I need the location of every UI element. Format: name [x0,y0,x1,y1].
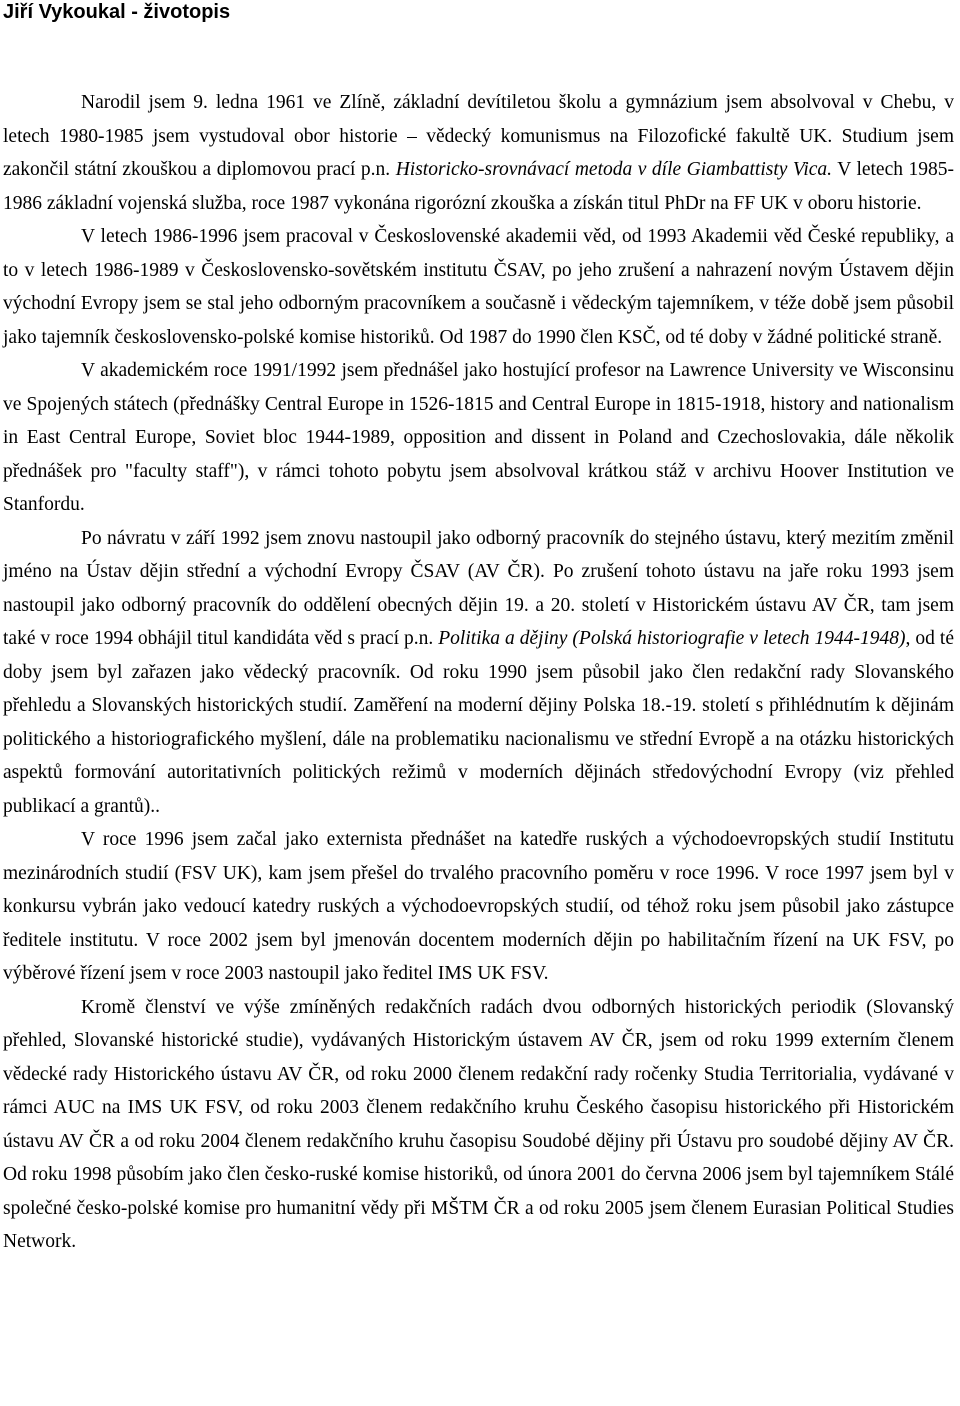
paragraph-text: V akademickém roce 1991/1992 jsem přednášel jako hostující profesor na Lawrence University ve Wisconsinu ve Spojených státech (přednášky Central Europe in 1526-1815 and Central Europe in 1815-1918, history and nationalism in East Central Europe, Soviet bloc 1944-1989, opposition and dissent in Poland and Czechoslovakia, dále několik přednášek pro "faculty staff"), v rámci tohoto pobytu jsem absolvoval krátkou stáž v archivu Hoover Institution ve Stanfordu. [3,360,954,515]
paragraph-text: V letech 1986-1996 jsem pracoval v Československé akademii věd, od 1993 Akademii věd České republiky, a to v letech 1986-1989 v Československo-sovětském institutu ČSAV, po jeho zrušení a nahrazení novým Ústavem dějin východní Evropy jsem se stal jeho odborným pracovníkem a současně i vědeckým tajemníkem, v téže době jsem působil jako tajemník československo-polské komise historiků. Od 1987 do 1990 člen KSČ, od té doby v žádné politické straně. [3,226,954,348]
dissertation-title: Politika a dějiny (Polská historiografie v letech 1944-1948) [438,628,906,649]
paragraph-text: V letech 1985-1986 základní vojenská služba, roce 1987 vykonána rigorózní zkouška a získán titul PhDr na FF UK v oboru historie. [3,159,954,214]
paragraph-4 [3,522,954,824]
thesis-title: Historicko-srovnávací metoda v díle Giambattisty Vica. [395,159,833,180]
page-title: Jiří Vykoukal - životopis [3,1,231,23]
paragraph-text: V roce 1996 jsem začal jako externista přednášet na katedře ruských a východoevropských studií Institutu mezinárodních studií (FSV UK), kam jsem přešel do trvalého pracovního poměru v roce 1996. V roce 1997 jsem byl v konkursu vybrán jako vedoucí katedry ruských a východoevropských studií, od téhož roku jsem působil jako zástupce ředitele institutu. V roce 2002 jsem byl jmenován docentem moderních dějin po habilitačním řízení na UK FSV, po výběrové řízení jsem v roce 2003 nastoupil jako ředitel IMS UK FSV. [3,829,954,984]
paragraph-5 [3,823,954,991]
paragraph-2 [3,220,954,354]
document-body [3,86,954,1259]
paragraph-1 [3,86,954,220]
paragraph-3 [3,354,954,522]
paragraph-text: Po návratu v září 1992 jsem znovu nastoupil jako odborný pracovník do stejného ústavu, který mezitím změnil jméno na Ústav dějin střední a východní Evropy ČSAV (AV ČR). Po zrušení tohoto ústavu na jaře roku 1993 jsem nastoupil jako odborný pracovník do oddělení obecných dějin 19. a 20. století v Historickém ústavu AV ČR, tam jsem také v roce 1994 obhájil titul kandidáta věd s prací p.n. [3,527,954,649]
paragraph-text: Kromě členství ve výše zmíněných redakčních radách dvou odborných historických periodik (Slovanský přehled, Slovanské historické studie), vydávaných Historickým ústavem AV ČR, jsem od roku 1999 externím členem vědecké rady Historického ústavu AV ČR, od roku 2000 členem redakční rady ročenky Studia Territorialia, vydávané v rámci AUC na IMS UK FSV, od roku 2003 členem redakčního kruhu Českého časopisu historického při Historickém ústavu AV ČR a od roku 2004 členem redakčního kruhu časopisu Soudobé dějiny při Ústavu pro soudobé dějiny AV ČR. Od roku 1998 působím jako člen česko-ruské komise historiků, od února 2001 do června 2006 jsem byl tajemníkem Stálé společné česko-polské komise pro humanitní vědy při MŠTM ČR a od roku 2005 jsem členem Eurasian Political Studies Network. [3,996,954,1252]
paragraph-text: , od té doby jsem byl zařazen jako vědecký pracovník. Od roku 1990 jsem působil jako člen redakční rady Slovanského přehledu a Slovanských historických studií. Zaměření na moderní dějiny Polska 18.-19. století s přihlédnutím k dějinám politického a historiografického myšlení, dále na problematiku nacionalismu ve střední Evropě a na otázku historických aspektů formování autoritativních politických režimů v moderních dějinách středovýchodní Evropy (viz přehled publikací a grantů).. [3,628,954,817]
paragraph-6 [3,991,954,1259]
paragraph-text: Narodil jsem 9. ledna 1961 ve Zlíně, základní devítiletou školu a gymnázium jsem absolvoval v Chebu, v letech 1980-1985 jsem vystudoval obor historie – vědecký komunismus na Filozofické fakultě UK. Studium jsem zakončil státní zkouškou a diplomovou prací p.n. [3,92,954,180]
